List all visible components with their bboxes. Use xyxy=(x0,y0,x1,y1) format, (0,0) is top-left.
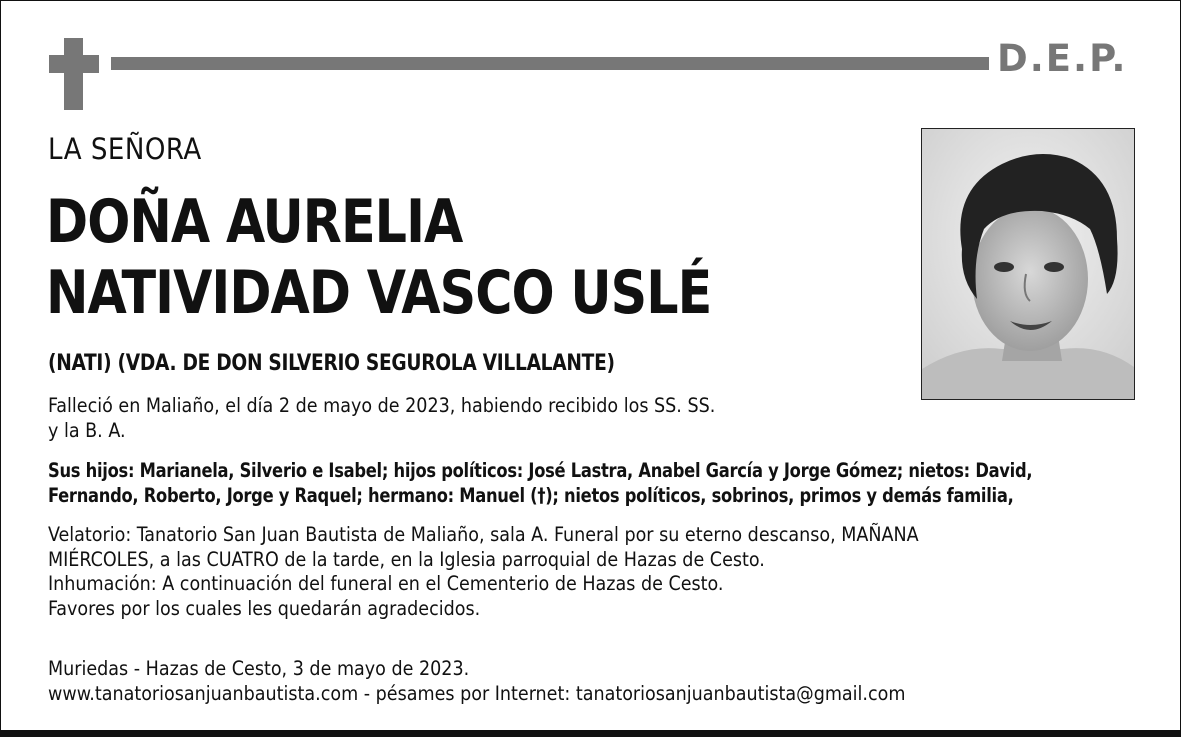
death-notice-line: y la B. A. xyxy=(48,418,126,442)
death-notice xyxy=(48,394,715,443)
deceased-nickname-widow-of: (NATI) (VDA. DE DON SILVERIO SEGUROLA VILLALANTE) xyxy=(48,351,615,376)
family-line: Sus hijos: Marianela, Silverio e Isabel; hijos políticos: José Lastra, Anabel García y Jorge Gómez; nietos: David, xyxy=(48,459,1033,482)
service-line: Velatorio: Tanatorio San Juan Bautista de Maliaño, sala A. Funeral por su eterno descanso, MAÑANA xyxy=(48,523,919,546)
deceased-name-line2: NATIVIDAD VASCO USLÉ xyxy=(46,258,712,328)
service-details xyxy=(48,523,919,621)
death-notice-line: Falleció en Maliaño, el día 2 de mayo de 2023, habiendo recibido los SS. SS. xyxy=(48,394,716,417)
dep-label: D.E.P. xyxy=(997,37,1128,80)
honorific: LA SEÑORA xyxy=(48,132,202,166)
header-rule xyxy=(111,57,989,70)
footer xyxy=(48,657,905,706)
service-line: Favores por los cuales les quedarán agradecidos. xyxy=(48,596,481,620)
cross-vertical-bar xyxy=(64,38,83,110)
portrait-photo xyxy=(921,128,1135,400)
contact-info: www.tanatoriosanjuanbautista.com - pésames por Internet: tanatoriosanjuanbautista@gmail.com xyxy=(48,681,906,705)
bottom-border xyxy=(1,730,1181,737)
service-line: MIÉRCOLES, a las CUATRO de la tarde, en la Iglesia parroquial de Hazas de Cesto. xyxy=(48,547,765,571)
cross-horizontal-bar xyxy=(49,55,99,73)
portrait-illustration xyxy=(922,129,1134,399)
family-line: Fernando, Roberto, Jorge y Raquel; hermano: Manuel (†); nietos políticos, sobrinos, primos y demás familia, xyxy=(48,484,1014,507)
family-list xyxy=(48,458,1032,508)
place-date: Muriedas - Hazas de Cesto, 3 de mayo de 2023. xyxy=(48,657,470,680)
service-line: Inhumación: A continuación del funeral en el Cementerio de Hazas de Cesto. xyxy=(48,572,724,595)
deceased-name-line1: DOÑA AURELIA xyxy=(46,187,463,257)
